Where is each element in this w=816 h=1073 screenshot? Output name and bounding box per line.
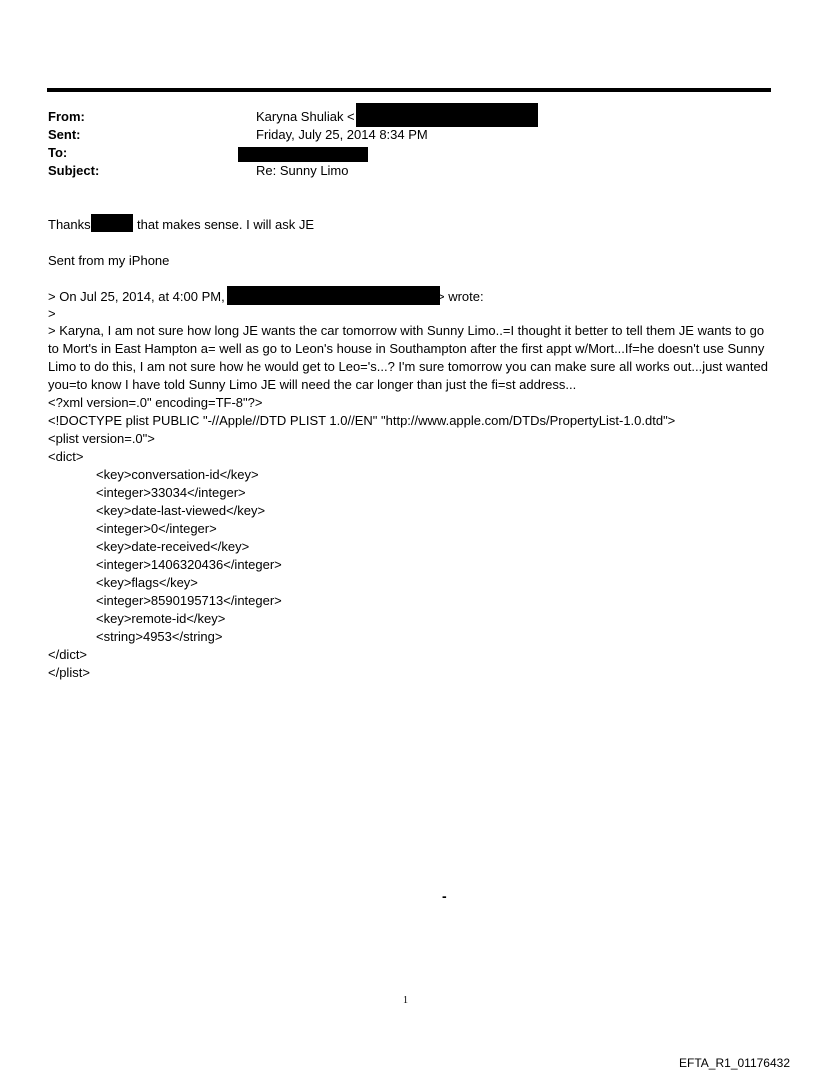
sent-value: Friday, July 25, 2014 8:34 PM — [256, 127, 428, 142]
quote-intro: > On Jul 25, 2014, at 4:00 PM, — [48, 289, 225, 304]
redaction-from-email — [356, 103, 538, 127]
signature: Sent from my iPhone — [48, 253, 170, 268]
plist-line: </plist> — [48, 665, 90, 680]
plist-line: <integer>1406320436</integer> — [96, 557, 282, 572]
plist-line: <string>4953</string> — [96, 629, 223, 644]
bates-number: EFTA_R1_01176432 — [679, 1056, 790, 1070]
quote-wrote: > wrote: — [437, 289, 484, 304]
plist-line: <integer>0</integer> — [96, 521, 217, 536]
plist-line: <key>conversation-id</key> — [96, 467, 259, 482]
plist-line: </dict> — [48, 647, 88, 662]
plist-line: <?xml version=.0" encoding=TF-8"?> — [48, 395, 263, 410]
from-value: Karyna Shuliak < — [256, 109, 355, 124]
plist-line: <key>date-received</key> — [96, 539, 250, 554]
plist-line: <key>remote-id</key> — [96, 611, 226, 626]
header-rule — [47, 88, 771, 92]
plist-line: <integer>33034</integer> — [96, 485, 246, 500]
subject-label: Subject: — [48, 163, 100, 178]
to-label: To: — [48, 145, 68, 160]
thanks-suffix: that makes sense. I will ask JE — [137, 217, 315, 232]
quoted-message: > Karyna, I am not sure how long JE wants the car tomorrow with Sunny Limo..=I thought it better to tell them JE wants to go to Mort's in East Hampton a= well as go to Leon's house in Southampton after the first appt w/Mort...If=he doesn't use Sunny Limo to do this, I am not sure how he would get to Leo='s...? I'm sure tomorrow you can make sure all works out...just wanted you=to know I have told Sunny Limo JE will need the car longer than just the fi=st address... — [48, 323, 768, 392]
thanks-prefix: Thanks — [48, 217, 91, 232]
plist-line: <dict> — [48, 449, 84, 464]
page-number: 1 — [403, 995, 408, 1006]
plist-line: <plist version=.0"> — [48, 431, 155, 446]
plist-line: <!DOCTYPE plist PUBLIC "-//Apple//DTD PLIST 1.0//EN" "http://www.apple.com/DTDs/PropertyList-1.0.dtd"> — [48, 413, 676, 428]
redaction-sender — [227, 286, 440, 305]
subject-value: Re: Sunny Limo — [256, 163, 349, 178]
plist-line: <key>flags</key> — [96, 575, 198, 590]
plist-line: <integer>8590195713</integer> — [96, 593, 282, 608]
sent-label: Sent: — [48, 127, 81, 142]
plist-line: <key>date-last-viewed</key> — [96, 503, 266, 518]
quote-blank: > — [48, 306, 56, 321]
redaction-name — [91, 214, 133, 232]
from-label: From: — [48, 109, 85, 124]
redaction-to — [238, 147, 368, 162]
stray-dash: - — [442, 888, 447, 904]
